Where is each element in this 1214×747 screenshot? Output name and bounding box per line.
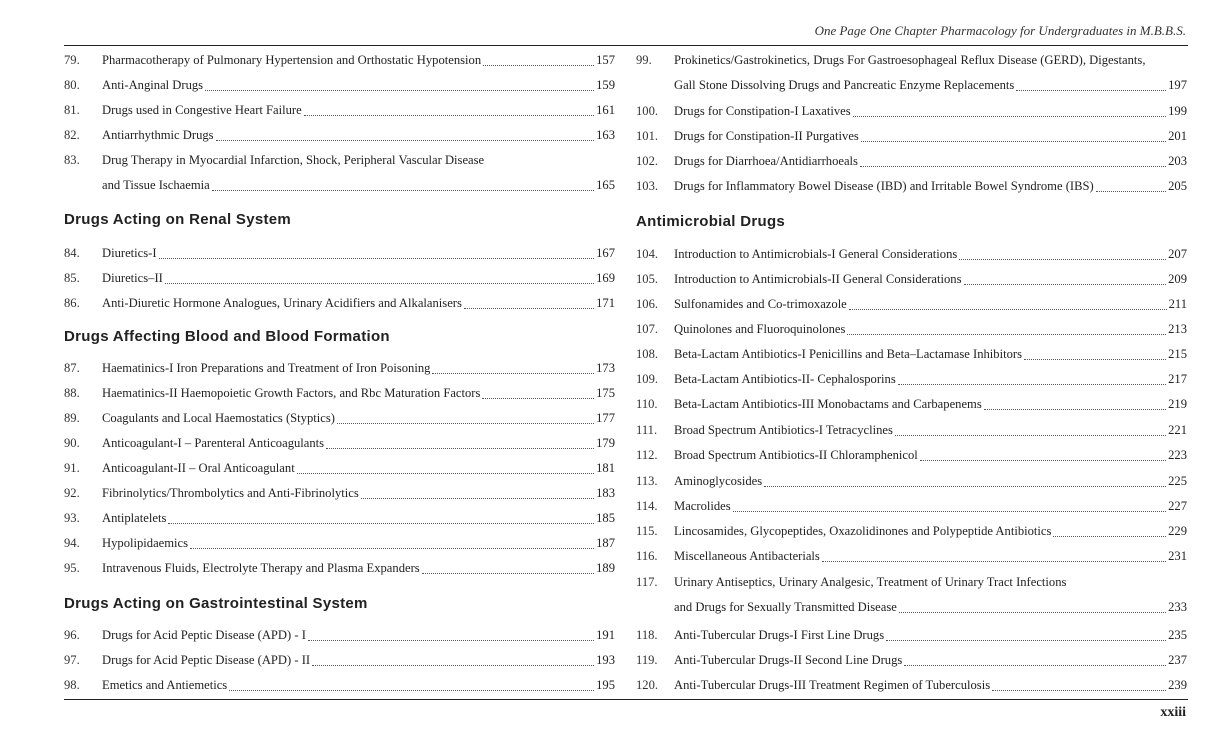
chapter-title: Introduction to Antimicrobials-I General Considerations <box>674 247 958 261</box>
toc-entry-line <box>636 367 1187 392</box>
chapter-number: 112. <box>636 448 658 462</box>
chapter-title: Drugs for Constipation-II Purgatives <box>674 129 859 143</box>
dot-leader <box>361 498 594 499</box>
dot-leader <box>308 640 594 641</box>
chapter-title: Drugs for Diarrhoea/Antidiarrhoeals <box>674 154 858 168</box>
chapter-title: Beta-Lactam Antibiotics-I Penicillins and Beta–Lactamase Inhibitors <box>674 347 1022 361</box>
toc-entry-line <box>64 173 615 198</box>
toc-entry[interactable] <box>636 317 1187 342</box>
toc-entry-line <box>64 648 615 673</box>
chapter-number: 104. <box>636 247 659 261</box>
toc-entry[interactable] <box>64 673 615 698</box>
dot-leader <box>861 141 1166 142</box>
chapter-number: 90. <box>64 436 80 450</box>
page-reference: 235 <box>1168 628 1187 642</box>
toc-entry-line <box>64 381 615 406</box>
page-reference: 227 <box>1168 499 1187 513</box>
chapter-number: 120. <box>636 678 659 692</box>
page-reference: 233 <box>1168 600 1187 614</box>
running-head: One Page One Chapter Pharmacology for Undergraduates in M.B.B.S. <box>814 23 1186 38</box>
chapter-number: 103. <box>636 179 659 193</box>
chapter-number: 116. <box>636 549 658 563</box>
chapter-number: 91. <box>64 461 80 475</box>
page-reference: 159 <box>596 78 615 92</box>
toc-entry[interactable] <box>636 494 1187 519</box>
page-reference: 207 <box>1168 247 1187 261</box>
chapter-title: Coagulants and Local Haemostatics (Styptics) <box>102 411 335 425</box>
chapter-title: Drugs used in Congestive Heart Failure <box>102 103 302 117</box>
chapter-number: 110. <box>636 397 658 411</box>
chapter-number: 105. <box>636 272 659 286</box>
toc-entry-line <box>636 648 1187 673</box>
page-reference: 169 <box>596 271 615 285</box>
toc-entry[interactable] <box>636 418 1187 443</box>
toc-entry[interactable] <box>64 623 615 648</box>
toc-entry[interactable] <box>636 99 1187 124</box>
toc-entry[interactable] <box>636 570 1187 620</box>
page-reference: 167 <box>596 246 615 260</box>
chapter-title: Anti-Tubercular Drugs-II Second Line Drugs <box>674 653 903 667</box>
chapter-title: Prokinetics/Gastrokinetics, Drugs For Gastroesophageal Reflux Disease (GERD), Digestants, <box>674 53 1146 67</box>
page-reference: 199 <box>1168 104 1187 118</box>
dot-leader <box>964 284 1167 285</box>
chapter-title: Pharmacotherapy of Pulmonary Hypertension and Orthostatic Hypotension <box>102 53 482 67</box>
page-reference: 189 <box>596 561 615 575</box>
toc-entry-line <box>636 469 1187 494</box>
toc-entry[interactable] <box>64 648 615 673</box>
chapter-title: Miscellaneous Antibacterials <box>674 549 820 563</box>
chapter-number: 86. <box>64 296 80 310</box>
chapter-number: 80. <box>64 78 80 92</box>
chapter-number: 102. <box>636 154 659 168</box>
dot-leader <box>899 612 1166 613</box>
chapter-number: 101. <box>636 129 659 143</box>
toc-entry[interactable] <box>64 291 615 316</box>
toc-entry[interactable] <box>64 381 615 406</box>
dot-leader <box>159 258 595 259</box>
page-reference: 219 <box>1168 397 1187 411</box>
dot-leader <box>165 283 594 284</box>
dot-leader <box>337 423 594 424</box>
dot-leader <box>849 309 1167 310</box>
toc-entry-line <box>64 98 615 123</box>
toc-entry[interactable] <box>64 506 615 531</box>
chapter-number: 96. <box>64 628 80 642</box>
page-reference: 213 <box>1168 322 1187 336</box>
chapter-number: 106. <box>636 297 659 311</box>
chapter-title: Fibrinolytics/Thrombolytics and Anti-Fibrinolytics <box>102 486 359 500</box>
toc-entry[interactable] <box>636 443 1187 468</box>
toc-entry-line <box>636 99 1187 124</box>
chapter-title: Anti-Tubercular Drugs-I First Line Drugs <box>674 628 885 642</box>
dot-leader <box>920 460 1166 461</box>
dot-leader <box>764 486 1166 487</box>
page-reference: 179 <box>596 436 615 450</box>
chapter-title: Anticoagulant-I – Parenteral Anticoagulants <box>102 436 325 450</box>
toc-entry[interactable] <box>64 556 615 581</box>
section-heading: Drugs Acting on Renal System <box>64 211 292 228</box>
chapter-title: Sulfonamides and Co-trimoxazole <box>674 297 847 311</box>
toc-entry[interactable] <box>636 673 1187 698</box>
toc-entry[interactable] <box>64 148 615 198</box>
chapter-title: Aminoglycosides <box>674 474 763 488</box>
toc-entry[interactable] <box>64 431 615 456</box>
chapter-number: 89. <box>64 411 80 425</box>
page-reference: 217 <box>1168 372 1187 386</box>
toc-entry[interactable] <box>64 456 615 481</box>
toc-entry-line <box>636 595 1187 620</box>
toc-entry[interactable] <box>636 544 1187 569</box>
toc-entry[interactable] <box>64 481 615 506</box>
chapter-title: Gall Stone Dissolving Drugs and Pancreatic Enzyme Replacements <box>674 78 1015 92</box>
page-reference: 211 <box>1168 297 1187 311</box>
toc-entry[interactable] <box>636 292 1187 317</box>
chapter-number: 98. <box>64 678 80 692</box>
section-heading: Drugs Affecting Blood and Blood Formation <box>64 328 390 345</box>
toc-entry-line <box>64 506 615 531</box>
toc-entry-line <box>636 623 1187 648</box>
toc-entry-line <box>64 266 615 291</box>
dot-leader <box>483 65 594 66</box>
page-reference: 171 <box>596 296 615 310</box>
toc-entry[interactable] <box>636 648 1187 673</box>
toc-entry-line <box>64 291 615 316</box>
chapter-title: Macrolides <box>674 499 731 513</box>
chapter-title: Drugs for Acid Peptic Disease (APD) - II <box>102 653 311 667</box>
page-reference: 205 <box>1168 179 1187 193</box>
toc-entry-line <box>636 494 1187 519</box>
dot-leader <box>860 166 1166 167</box>
toc-entry[interactable] <box>636 392 1187 417</box>
toc-entry-line <box>636 48 1187 73</box>
toc-entry-line <box>636 317 1187 342</box>
dot-leader <box>992 690 1166 691</box>
section-heading: Antimicrobial Drugs <box>636 213 786 230</box>
chapter-number: 97. <box>64 653 80 667</box>
chapter-number: 87. <box>64 361 80 375</box>
chapter-title: Emetics and Antiemetics <box>102 678 228 692</box>
page-reference: 157 <box>596 53 615 67</box>
chapter-title: Haematinics-II Haemopoietic Growth Factors, and Rbc Maturation Factors <box>102 386 481 400</box>
chapter-title: Drug Therapy in Myocardial Infarction, Shock, Peripheral Vascular Disease <box>102 153 485 167</box>
chapter-title: Beta-Lactam Antibiotics-II- Cephalosporins <box>674 372 896 386</box>
dot-leader <box>984 409 1166 410</box>
chapter-title: Broad Spectrum Antibiotics-I Tetracyclines <box>674 423 893 437</box>
toc-entry-line <box>636 292 1187 317</box>
page-reference: 183 <box>596 486 615 500</box>
page-reference: 209 <box>1168 272 1187 286</box>
chapter-title: Intravenous Fluids, Electrolyte Therapy and Plasma Expanders <box>102 561 420 575</box>
toc-entry-line <box>64 556 615 581</box>
toc-entry[interactable] <box>636 519 1187 544</box>
chapter-title: Drugs for Acid Peptic Disease (APD) - I <box>102 628 306 642</box>
chapter-number: 107. <box>636 322 659 336</box>
toc-entry[interactable] <box>636 124 1187 149</box>
chapter-title: Introduction to Antimicrobials-II General Considerations <box>674 272 962 286</box>
chapter-title: Antiplatelets <box>102 511 167 525</box>
page-reference: 165 <box>596 178 615 192</box>
chapter-title: Anti-Tubercular Drugs-III Treatment Regimen of Tuberculosis <box>674 678 991 692</box>
page-reference: 195 <box>596 678 615 692</box>
toc-entry-line <box>636 124 1187 149</box>
chapter-title: and Drugs for Sexually Transmitted Disease <box>674 600 897 614</box>
dot-leader <box>312 665 594 666</box>
chapter-number: 93. <box>64 511 80 525</box>
dot-leader <box>168 523 594 524</box>
dot-leader <box>733 511 1166 512</box>
toc-entry[interactable] <box>64 123 615 148</box>
chapter-number: 83. <box>64 153 80 167</box>
toc-entry[interactable] <box>64 241 615 266</box>
chapter-number: 88. <box>64 386 80 400</box>
page-reference: 191 <box>596 628 615 642</box>
dot-leader <box>847 334 1166 335</box>
dot-leader <box>1024 359 1166 360</box>
toc-entry[interactable] <box>636 149 1187 174</box>
page-reference: 163 <box>596 128 615 142</box>
toc-entry[interactable] <box>64 406 615 431</box>
dot-leader <box>464 308 594 309</box>
dot-leader <box>482 398 594 399</box>
dot-leader <box>304 115 594 116</box>
chapter-title: Drugs for Constipation-I Laxatives <box>674 104 851 118</box>
toc-entry[interactable] <box>636 48 1187 98</box>
chapter-number: 111. <box>636 423 658 437</box>
dot-leader <box>432 373 594 374</box>
chapter-number: 115. <box>636 524 658 538</box>
toc-entry[interactable] <box>636 367 1187 392</box>
chapter-title: and Tissue Ischaemia <box>102 178 210 192</box>
chapter-title: Lincosamides, Glycopeptides, Oxazolidinones and Polypeptide Antibiotics <box>674 524 1052 538</box>
page-reference: 185 <box>596 511 615 525</box>
toc-entry-line <box>64 123 615 148</box>
toc-entry-line <box>64 73 615 98</box>
chapter-number: 94. <box>64 536 80 550</box>
toc-entry-line <box>636 443 1187 468</box>
page-reference: 197 <box>1168 78 1187 92</box>
toc-entry-line <box>636 73 1187 98</box>
chapter-number: 85. <box>64 271 80 285</box>
dot-leader <box>1096 191 1166 192</box>
toc-entry-line <box>636 267 1187 292</box>
toc-entry-line <box>64 406 615 431</box>
dot-leader <box>853 116 1166 117</box>
toc-entry-line <box>636 519 1187 544</box>
chapter-title: Anticoagulant-II – Oral Anticoagulant <box>102 461 295 475</box>
dot-leader <box>205 90 594 91</box>
toc-entry[interactable] <box>64 356 615 381</box>
chapter-title: Beta-Lactam Antibiotics-III Monobactams and Carbapenems <box>674 397 982 411</box>
toc-entry[interactable] <box>64 48 615 73</box>
chapter-number: 118. <box>636 628 658 642</box>
chapter-number: 114. <box>636 499 658 513</box>
chapter-title: Anti-Anginal Drugs <box>102 78 204 92</box>
toc-entry-line <box>64 356 615 381</box>
page-reference: 161 <box>596 103 615 117</box>
footer-rule <box>64 699 1188 700</box>
chapter-number: 99. <box>636 53 652 67</box>
toc-entry-line <box>636 673 1187 698</box>
dot-leader <box>422 573 594 574</box>
header-rule <box>64 45 1188 46</box>
toc-entry[interactable] <box>636 623 1187 648</box>
toc-entry-line <box>64 148 615 173</box>
toc-entry-line <box>64 673 615 698</box>
toc-entry[interactable] <box>64 98 615 123</box>
page-reference: 181 <box>596 461 615 475</box>
dot-leader <box>229 690 594 691</box>
page-reference: 239 <box>1168 678 1187 692</box>
page-reference: 203 <box>1168 154 1187 168</box>
dot-leader <box>895 435 1166 436</box>
page-reference: 215 <box>1168 347 1187 361</box>
dot-leader <box>904 665 1166 666</box>
chapter-number: 82. <box>64 128 80 142</box>
dot-leader <box>190 548 594 549</box>
dot-leader <box>898 384 1166 385</box>
dot-leader <box>326 448 594 449</box>
toc-entry-line <box>636 342 1187 367</box>
chapter-number: 113. <box>636 474 658 488</box>
chapter-number: 119. <box>636 653 658 667</box>
chapter-title: Urinary Antiseptics, Urinary Analgesic, Treatment of Urinary Tract Infections <box>674 575 1067 589</box>
toc-entry-line <box>64 241 615 266</box>
toc-entry-line <box>636 242 1187 267</box>
toc-entry-line <box>636 174 1187 199</box>
toc-entry-line <box>64 531 615 556</box>
toc-entry-line <box>636 570 1187 595</box>
chapter-title: Drugs for Inflammatory Bowel Disease (IBD) and Irritable Bowel Syndrome (IBS) <box>674 179 1094 193</box>
dot-leader <box>886 640 1166 641</box>
toc-entry[interactable] <box>64 73 615 98</box>
toc-entry-line <box>636 392 1187 417</box>
page-number: xxiii <box>1160 705 1186 720</box>
page-reference: 225 <box>1168 474 1187 488</box>
chapter-number: 100. <box>636 104 659 118</box>
dot-leader <box>1016 90 1166 91</box>
page-reference: 193 <box>596 653 615 667</box>
chapter-number: 109. <box>636 372 659 386</box>
page-reference: 237 <box>1168 653 1187 667</box>
chapter-title: Haematinics-I Iron Preparations and Treatment of Iron Poisoning <box>102 361 431 375</box>
toc-entry-line <box>636 418 1187 443</box>
toc-entry[interactable] <box>636 342 1187 367</box>
toc-entry[interactable] <box>64 266 615 291</box>
chapter-number: 117. <box>636 575 658 589</box>
page-reference: 177 <box>596 411 615 425</box>
chapter-number: 79. <box>64 53 80 67</box>
chapter-number: 81. <box>64 103 80 117</box>
chapter-title: Quinolones and Fluoroquinolones <box>674 322 846 336</box>
dot-leader <box>216 140 595 141</box>
dot-leader <box>1053 536 1166 537</box>
toc-entry-line <box>64 431 615 456</box>
chapter-title: Diuretics-I <box>102 246 157 260</box>
toc-entry-line <box>64 456 615 481</box>
chapter-number: 92. <box>64 486 80 500</box>
chapter-title: Anti-Diuretic Hormone Analogues, Urinary Acidifiers and Alkalanisers <box>102 296 462 310</box>
toc-entry[interactable] <box>636 174 1187 199</box>
toc-entry-line <box>64 48 615 73</box>
section-heading: Drugs Acting on Gastrointestinal System <box>64 595 368 612</box>
page-reference: 221 <box>1168 423 1187 437</box>
chapter-title: Diuretics–II <box>102 271 163 285</box>
chapter-number: 108. <box>636 347 659 361</box>
toc-entry[interactable] <box>636 242 1187 267</box>
toc-entry-line <box>636 149 1187 174</box>
page-reference: 201 <box>1168 129 1187 143</box>
toc-entry-line <box>64 623 615 648</box>
page-reference: 187 <box>596 536 615 550</box>
toc-entry-line <box>636 544 1187 569</box>
toc-entry-line <box>64 481 615 506</box>
page-reference: 229 <box>1168 524 1187 538</box>
page-reference: 223 <box>1168 448 1187 462</box>
toc-entry[interactable] <box>636 267 1187 292</box>
chapter-title: Hypolipidaemics <box>102 536 189 550</box>
toc-entry[interactable] <box>636 469 1187 494</box>
dot-leader <box>822 561 1166 562</box>
page-reference: 231 <box>1168 549 1187 563</box>
dot-leader <box>212 190 594 191</box>
chapter-number: 84. <box>64 246 80 260</box>
page-reference: 173 <box>596 361 615 375</box>
toc-entry[interactable] <box>64 531 615 556</box>
page-reference: 175 <box>596 386 615 400</box>
chapter-title: Antiarrhythmic Drugs <box>102 128 214 142</box>
dot-leader <box>297 473 594 474</box>
chapter-title: Broad Spectrum Antibiotics-II Chloramphenicol <box>674 448 918 462</box>
chapter-number: 95. <box>64 561 80 575</box>
dot-leader <box>959 259 1166 260</box>
